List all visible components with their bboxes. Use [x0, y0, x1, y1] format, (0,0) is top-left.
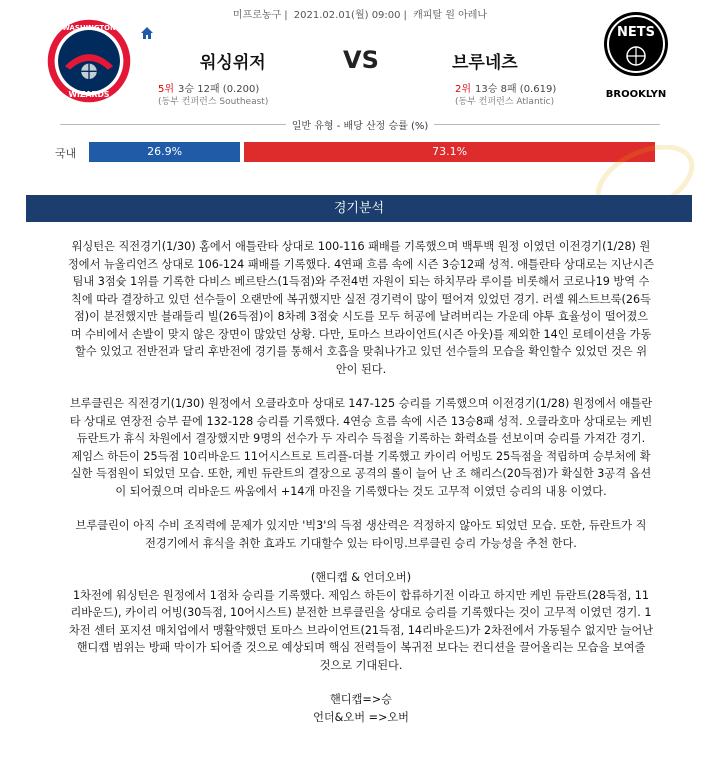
- article-line: 할수 있었고 전반전과 달리 후반전에 경기를 통해서 호흡을 맞춰나가고 있던 선수들의 모습을 확인할수 있었던 것은 위: [74, 345, 648, 358]
- svg-text:WIZARDS: WIZARDS: [68, 90, 110, 100]
- article-line: 며 수비에서 손발이 맞지 않은 장면이 많았던 상황. 다만, 토마스 브라이언트(시즌 아웃)를 제외한 14인 로테이션을 가동: [70, 327, 652, 341]
- article-line: 팀내 3점슛 1위를 기록한 다비스 베르탄스(1득점)와 주전4번 자원이 되는 하치무라 루이를 비롯해서 코로나19 방역 수: [72, 275, 650, 288]
- article-line: 1차전에 워싱턴은 원정에서 1점차 승리를 기록했다. 제임스 하든이 합류하기전 이라고 하지만 케빈 듀란트(28득점, 11: [73, 588, 649, 602]
- home-icon[interactable]: [140, 26, 154, 40]
- article-line: 차전 센터 포지션 매치업에서 맹활약했던 토마스 브라이언트(21득점, 14리바운드)가 2차전에서 가동될수 없지만 늘어난: [68, 623, 654, 637]
- article-line: 정에서 뉴올리언즈 상대로 106-124 패배를 기록했다. 4연패 흐름 속에 시즌 3승12패 성적. 애틀란타 상대로는 지난시즌: [67, 257, 654, 271]
- article-line: 리바운드), 카이리 어빙(30득점, 10어시스트) 분전한 브루클린을 상대로 승리를 기록했다는 것이 고무적 이였던 경기. 1: [70, 606, 652, 619]
- away-team-record: [455, 80, 556, 95]
- section-title: 경기분석: [26, 195, 692, 222]
- analysis-article: [18, 238, 704, 726]
- odds-bar-row: [55, 142, 655, 162]
- article-line: 핸디캡 범위는 방패 막이가 되어줄 것으로 예상되며 핵심 전력들이 복귀전 보다는 컨디션을 끌어올리는 모습을 보여줄: [76, 641, 646, 654]
- article-line: 칙에 따라 결장하고 있던 선수들이 오랜만에 복귀했지만 실전 경기력이 많이 떨어져 있었던 경기. 러셀 웨스트브룩(26득: [71, 292, 651, 306]
- match-venue: 캐피탈 원 아레나: [413, 10, 488, 21]
- svg-text:WASHINGTON: WASHINGTON: [62, 24, 116, 33]
- svg-text:BROOKLYN: BROOKLYN: [605, 89, 667, 100]
- handicap-paragraph: [18, 587, 704, 675]
- odds-bar: [89, 142, 655, 162]
- article-line: 것으로 기대된다.: [319, 658, 403, 672]
- handicap-title: (핸디캡 & 언더오버): [310, 571, 412, 584]
- article-line: 워싱턴은 직전경기(1/30) 홈에서 애틀란타 상대로 100-116 패배를 기록했으며 백투백 원정 이였던 이전경기(1/28) 원: [71, 240, 651, 253]
- away-team-conference: (동부 컨퍼런스 Atlantic): [455, 97, 555, 107]
- home-odds-pct: 26.9%: [147, 145, 183, 158]
- wizards-logo: [46, 18, 132, 104]
- home-team-rank: 5위: [158, 84, 175, 95]
- home-odds-bar: [89, 142, 240, 162]
- match-meta: 미프로농구 | 2021.02.01(월) 09:00 | 캐피탈 원 아레나: [232, 10, 488, 21]
- article-line: 이 되어줬으며 리바운드 싸움에서 +14개 마진을 기록했다는 것도 고무적 이였던 승리의 내용 이였다.: [115, 484, 607, 498]
- home-team-record: [158, 80, 259, 95]
- article-line: 전경기에서 휴식을 취한 효과도 기대할수 있는 타이밍.브루클린 승리 가능성을 추천 한다.: [145, 536, 577, 550]
- away-team-rank: 2위: [455, 84, 472, 95]
- nets-logo: [600, 10, 672, 102]
- home-team-name: 워싱위저: [200, 53, 266, 73]
- away-analysis-paragraph: [18, 395, 704, 500]
- home-team-conference: (동부 컨퍼런스 Southeast): [158, 97, 269, 107]
- article-line: 타 상대로 연장전 승부 끝에 132-128 승리를 기록했다. 4연승 흐름 속에 시즌 13승8패 성적. 오클라호마 상대로는 케빈: [69, 414, 653, 428]
- away-odds-pct: 73.1%: [432, 145, 468, 158]
- betting-title: 일반 유형 - 배당 산정 승률 (%): [286, 121, 435, 132]
- away-odds-bar: [244, 142, 655, 162]
- recommendation-paragraph: [18, 517, 704, 552]
- article-line: 안이 된다.: [335, 362, 387, 376]
- odds-source-label: 국내: [55, 147, 77, 160]
- betting-title-row: [0, 116, 720, 132]
- pick-handicap: 핸디캡=>승: [330, 693, 392, 706]
- article-line: 듀란트가 휴식 차원에서 결장했지만 9명의 선수가 두 자리수 득점을 기록하는 화력쇼를 선보이며 승리를 가져간 경기.: [76, 432, 646, 445]
- article-line: 제임스 하든이 25득점 10리바운드 11어시스트로 트리플-더블 기록했고 카이리 어빙도 25득점을 적립하며 승부처에 확: [71, 449, 651, 463]
- away-team-name: 브루네츠: [452, 53, 518, 73]
- match-datetime: 2021.02.01(월) 09:00: [293, 10, 401, 21]
- home-team-wl: 3승 12패 (0.200): [178, 84, 260, 95]
- league-name: 미프로농구: [232, 10, 282, 21]
- match-header: [0, 0, 720, 112]
- article-line: 브루클린이 아직 수비 조직력에 문제가 있지만 '빅3'의 득점 생산력은 걱정하지 않아도 되었던 모습. 또한, 듀란트가 직: [75, 519, 647, 532]
- article-line: 브루클린은 직전경기(1/30) 원정에서 오클라호마 상대로 147-125 승리를 기록했으며 이전경기(1/28) 원정에서 애틀란: [69, 397, 653, 410]
- article-line: 점)이 분전했지만 블래들리 빌(26득점)이 8차례 3점슛 시도를 모두 허공에 날려버리는 가운데 야투 효율성이 떨어졌으: [73, 310, 649, 323]
- pick-overunder: 언더&오버 =>오버: [313, 710, 409, 724]
- svg-text:NETS: NETS: [617, 25, 655, 40]
- home-analysis-paragraph: [18, 238, 704, 378]
- away-team-wl: 13승 8패 (0.619): [475, 84, 557, 95]
- article-line: 실한 득점원이 되었던 모습. 또한, 케빈 듀란트의 결장으로 공격의 롤이 늘어 난 조 해리스(20득점)가 확실한 3공격 옵션: [70, 467, 652, 480]
- versus-label: VS: [343, 46, 379, 74]
